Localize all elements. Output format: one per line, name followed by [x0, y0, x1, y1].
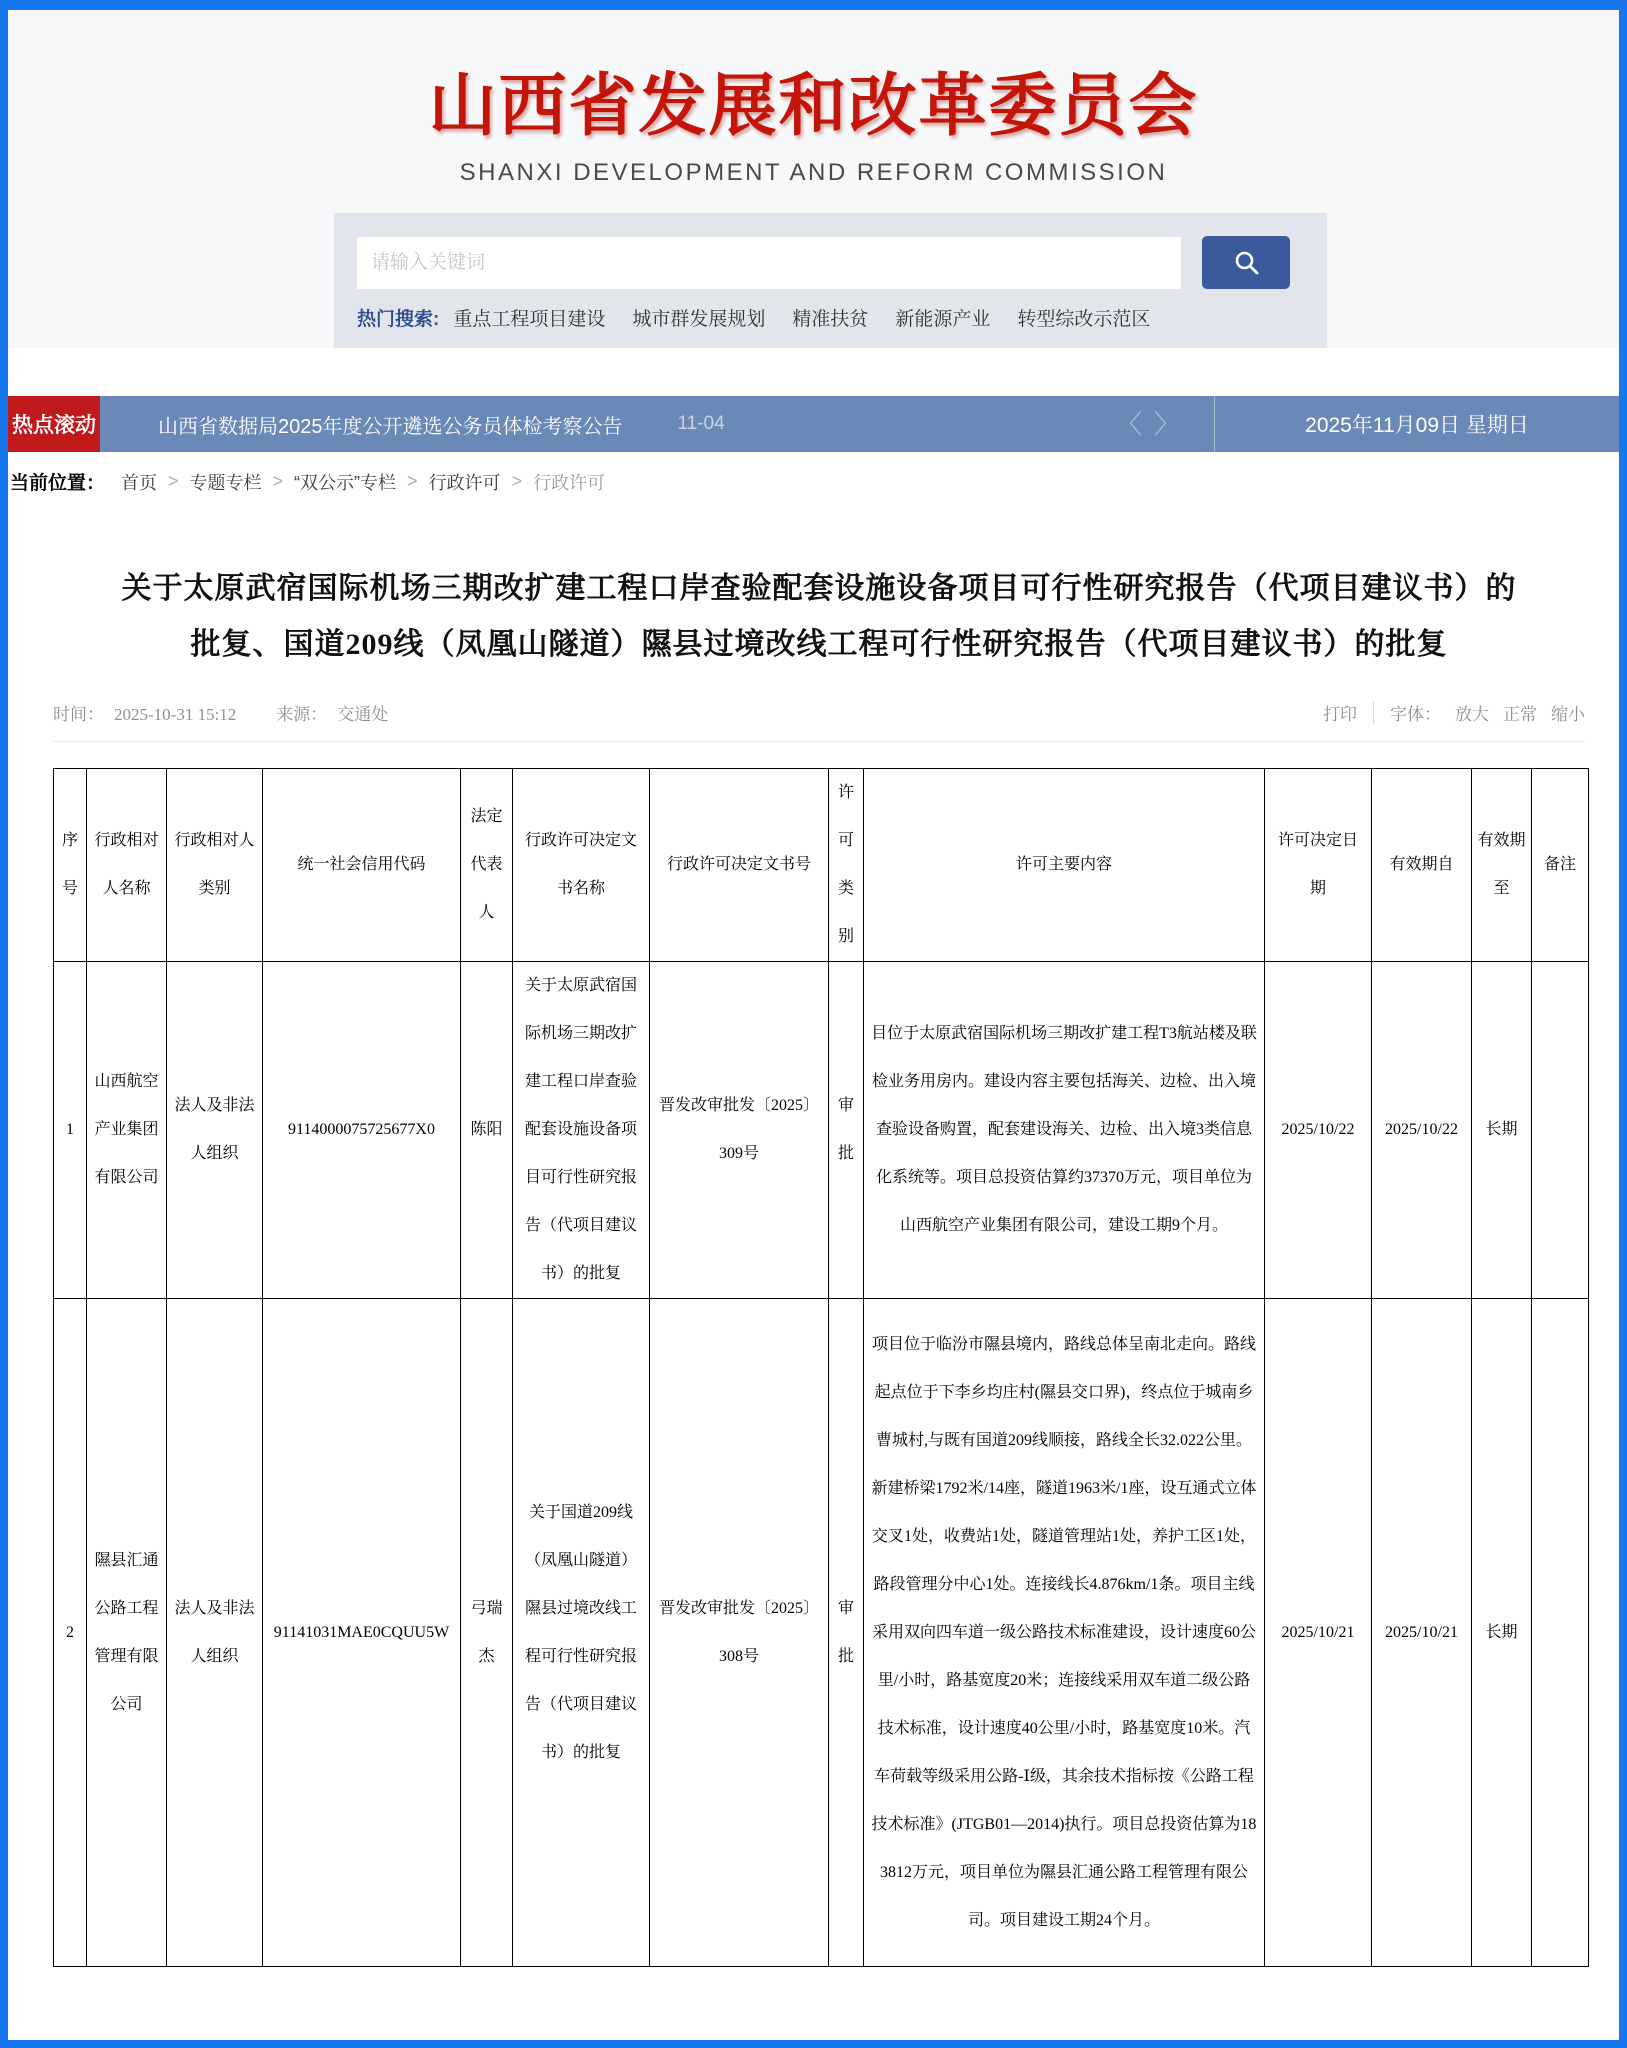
meta-time-label: 时间： [53, 705, 104, 724]
font-smaller-button[interactable]: 缩小 [1551, 705, 1585, 724]
col-header-valid-from: 有效期自 [1372, 769, 1472, 962]
breadcrumb [8, 452, 1619, 509]
cell-content: 项目位于临汾市隰县境内，路线总体呈南北走向。路线起点位于下李乡均庄村(隰县交口界)，终点位于城南乡曹城村,与既有国道209线顺接，路线全长32.022公里。新建桥梁1792米/14座，隧道1963米/1座，设互通式立体交叉1处，收费站1处，隧道管理站1处，养护工区1处，路段管理分中心1处。连接线长4.876km/1条。项目主线采用双向四车道一级公路技术标准建设，设计速度60公里/小时，路基宽度20米；连接线采用双车道二级公路技术标准，设计速度40公里/小时，路基宽度10米。汽车荷载等级采用公路-Ⅰ级，其余技术指标按《公路工程技术标准》(JTGB01—2014)执行。项目总投资估算为183812万元，项目单位为隰县汇通公路工程管理有限公司。项目建设工期24个月。 [864, 1299, 1265, 1967]
cell-name: 山西航空产业集团有限公司 [87, 962, 167, 1299]
cell-valid-to: 长期 [1472, 1299, 1532, 1967]
article-meta [53, 700, 1585, 742]
hot-search-link-3[interactable]: 精准扶贫 [792, 309, 869, 330]
table-header-row [54, 769, 1589, 962]
meta-divider [1373, 701, 1374, 725]
cell-seq: 2 [54, 1299, 87, 1967]
meta-source-label: 来源： [276, 705, 328, 724]
cell-credit-code: 9114000075725677X0 [263, 962, 461, 1299]
cell-valid-to: 长期 [1472, 962, 1532, 1299]
cell-permit-type: 审批 [829, 1299, 864, 1967]
ticker-prev-icon[interactable]: 〈 [1115, 409, 1142, 439]
article-content [8, 561, 1619, 1967]
cell-permit-type: 审批 [829, 962, 864, 1299]
search-input[interactable] [357, 237, 1181, 289]
breadcrumb-label: 当前位置： [10, 473, 106, 494]
col-header-category: 行政相对人类别 [167, 769, 263, 962]
site-logo-chinese: 山西省发展和改革委员会 [428, 68, 1199, 144]
col-header-remark: 备注 [1532, 769, 1589, 962]
site-header [8, 10, 1619, 348]
cell-name: 隰县汇通公路工程管理有限公司 [87, 1299, 167, 1967]
hot-search-link-1[interactable]: 重点工程项目建设 [453, 309, 606, 330]
col-header-decision-date: 许可决定日期 [1265, 769, 1372, 962]
news-ticker [8, 396, 1619, 452]
table-row [54, 962, 1589, 1299]
hot-search-link-5[interactable]: 转型综改示范区 [1017, 309, 1151, 330]
ticker-news-date: 11-04 [677, 413, 725, 434]
col-header-legal-rep: 法定代表人 [461, 769, 513, 962]
ticker-news-link[interactable]: 山西省数据局2025年度公开遴选公务员体检考察公告 [158, 415, 623, 438]
cell-decision-date: 2025/10/22 [1265, 962, 1372, 1299]
col-header-name: 行政相对人名称 [87, 769, 167, 962]
ticker-next-icon[interactable]: 〉 [1153, 409, 1180, 439]
breadcrumb-item-dual-publicity[interactable]: “双公示”专栏 [294, 472, 397, 493]
breadcrumb-separator: > [168, 471, 179, 491]
cell-category: 法人及非法人组织 [167, 962, 263, 1299]
font-size-label: 字体： [1390, 705, 1441, 724]
ticker-label[interactable]: 热点滚动 [8, 396, 100, 452]
hot-search-link-2[interactable]: 城市群发展规划 [632, 309, 766, 330]
cell-category: 法人及非法人组织 [167, 1299, 263, 1967]
print-button[interactable]: 打印 [1323, 705, 1357, 724]
font-larger-button[interactable]: 放大 [1455, 705, 1489, 724]
col-header-valid-to: 有效期至 [1472, 769, 1532, 962]
cell-legal-rep: 陈阳 [461, 962, 513, 1299]
search-icon [1233, 249, 1260, 276]
hot-search-link-4[interactable]: 新能源产业 [895, 309, 991, 330]
cell-valid-from: 2025/10/22 [1372, 962, 1472, 1299]
col-header-content: 许可主要内容 [864, 769, 1265, 962]
col-header-seq: 序号 [54, 769, 87, 962]
cell-seq: 1 [54, 962, 87, 1299]
cell-content: 目位于太原武宿国际机场三期改扩建工程T3航站楼及联检业务用房内。建设内容主要包括海关、边检、出入境查验设备购置，配套建设海关、边检、出入境3类信息化系统等。项目总投资估算约37370万元，项目单位为山西航空产业集团有限公司，建设工期9个月。 [864, 962, 1265, 1299]
cell-doc-name: 关于太原武宿国际机场三期改扩建工程口岸查验配套设施设备项目可行性研究报告（代项目建议书）的批复 [513, 962, 650, 1299]
cell-doc-no: 晋发改审批发〔2025〕309号 [650, 962, 829, 1299]
col-header-doc-name: 行政许可决定文书名称 [513, 769, 650, 962]
breadcrumb-item-home[interactable]: 首页 [121, 472, 158, 493]
breadcrumb-separator: > [511, 471, 523, 491]
hot-search-label: 热门搜索: [357, 309, 440, 330]
breadcrumb-separator: > [407, 471, 418, 491]
breadcrumb-item-current: 行政许可 [533, 472, 606, 493]
meta-time-value: 2025-10-31 15:12 [114, 705, 237, 724]
cell-valid-from: 2025/10/21 [1372, 1299, 1472, 1967]
site-logo-english: SHANXI DEVELOPMENT AND REFORM COMMISSION [459, 159, 1168, 186]
meta-source-value: 交通处 [337, 705, 389, 724]
cell-decision-date: 2025/10/21 [1265, 1299, 1372, 1967]
cell-credit-code: 91141031MAE0CQUU5W [263, 1299, 461, 1967]
breadcrumb-item-special-columns[interactable]: 专题专栏 [189, 472, 262, 493]
font-normal-button[interactable]: 正常 [1503, 705, 1537, 724]
col-header-credit-code: 统一社会信用代码 [263, 769, 461, 962]
search-button[interactable] [1202, 236, 1290, 289]
search-panel [334, 213, 1327, 348]
cell-remark [1532, 1299, 1589, 1967]
permit-table [53, 768, 1589, 1967]
col-header-permit-type: 许可类别 [829, 769, 864, 962]
breadcrumb-item-admin-permit[interactable]: 行政许可 [428, 472, 501, 493]
table-row [54, 1299, 1589, 1967]
ticker-current-date: 2025年11月09日 星期日 [1305, 414, 1529, 437]
cell-doc-name: 关于国道209线（凤凰山隧道）隰县过境改线工程可行性研究报告（代项目建议书）的批复 [513, 1299, 650, 1967]
cell-remark [1532, 962, 1589, 1299]
page-title: 关于太原武宿国际机场三期改扩建工程口岸查验配套设施设备项目可行性研究报告（代项目建议书）的批复、国道209线（凤凰山隧道）隰县过境改线工程可行性研究报告（代项目建议书）的批复 [121, 572, 1517, 661]
col-header-doc-no: 行政许可决定文书号 [650, 769, 829, 962]
hot-search-row [357, 304, 1327, 331]
cell-legal-rep: 弓瑞杰 [461, 1299, 513, 1967]
cell-doc-no: 晋发改审批发〔2025〕308号 [650, 1299, 829, 1967]
breadcrumb-separator: > [272, 471, 284, 491]
